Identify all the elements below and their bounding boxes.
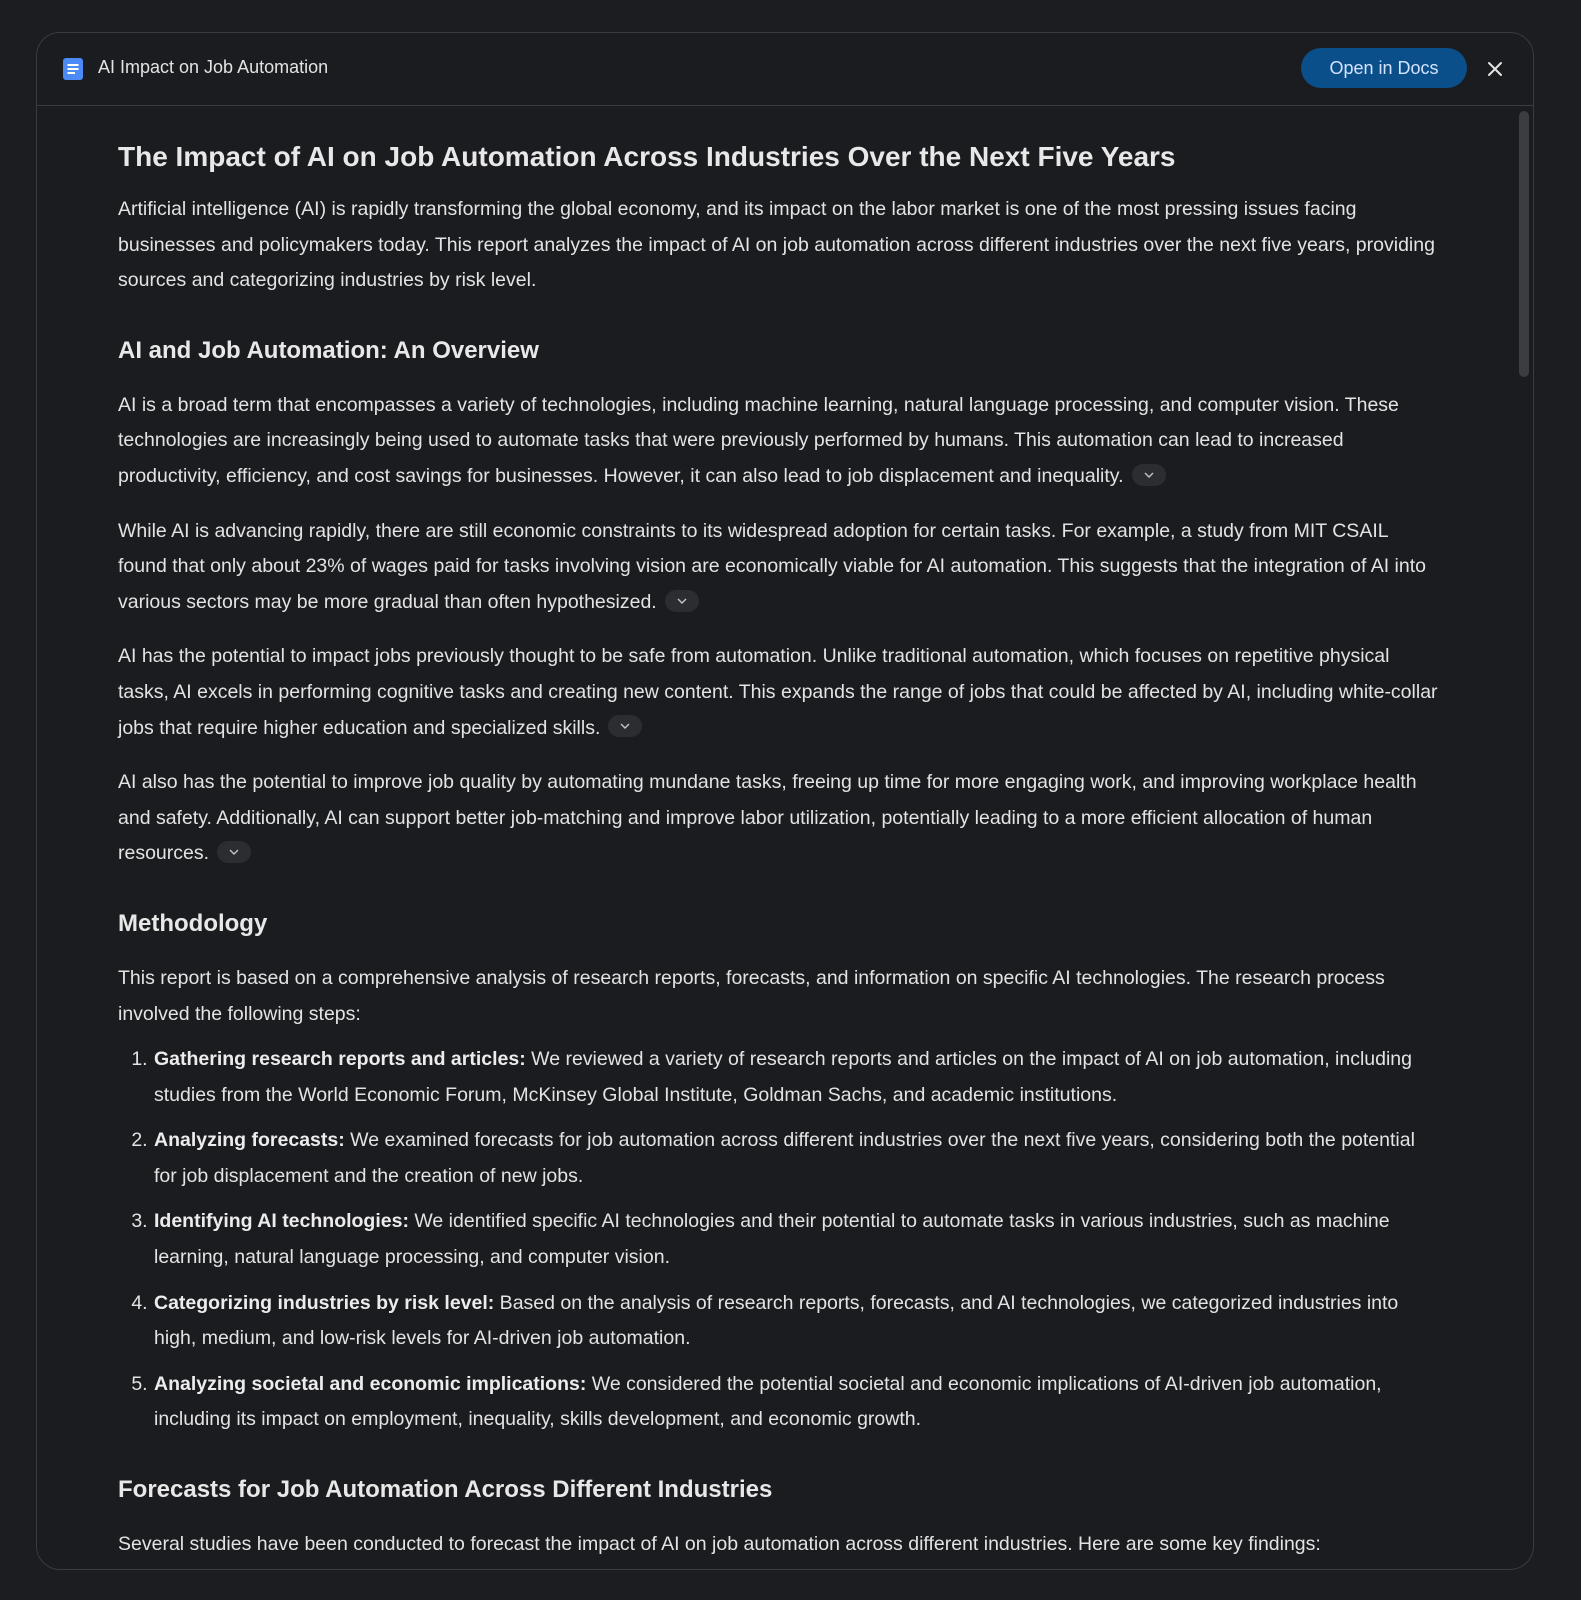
chevron-down-icon [677, 598, 687, 604]
methodology-intro: This report is based on a comprehensive analysis of research reports, forecasts, and information on specific AI technologies. The research process involved the following steps: [118, 966, 1385, 1025]
document-content [118, 137, 1438, 1563]
list-item: 3. Identifying AI technologies: We identified specific AI technologies and their potential to automate tasks in various industries, such as machine learning, natural language processing, and computer vision. [153, 1204, 1438, 1275]
google-docs-icon [63, 58, 83, 80]
intro-paragraph: Artificial intelligence (AI) is rapidly transforming the global economy, and its impact on the labor market is one of the most pressing issues facing businesses and policymakers today. This report analyzes the impact of AI on job automation across different industries over the next five years, providing sources and categorizing industries by risk level. [118, 198, 1435, 292]
chevron-down-icon [229, 849, 239, 855]
document-name: AI Impact on Job Automation [98, 57, 329, 77]
source-chip[interactable] [608, 715, 642, 737]
open-in-docs-button[interactable]: Open in Docs [1301, 48, 1467, 88]
preview-header [37, 33, 1533, 106]
list-item: 5. Analyzing societal and economic implications: We considered the potential societal and economic implications of AI-driven job automation, including its impact on employment, inequality, skills development, and economic growth. [153, 1367, 1438, 1438]
source-chip[interactable] [665, 590, 699, 612]
overview-paragraph-3: AI has the potential to impact jobs previously thought to be safe from automation. Unlike traditional automation, which focuses on repetitive physical tasks, AI excels in performing cognitive tasks and creating new content. This expands the range of jobs that could be affected by AI, including white-collar jobs that require higher education and specialized skills. [118, 645, 1438, 739]
document-title: The Impact of AI on Job Automation Across Industries Over the Next Five Years [118, 141, 1176, 172]
document-preview-panel [36, 32, 1534, 1570]
forecasts-intro: Several studies have been conducted to forecast the impact of AI on job automation across different industries. Here are some key findings: [118, 1533, 1321, 1556]
scrollbar-thumb[interactable] [1519, 111, 1529, 377]
chevron-down-icon [620, 723, 630, 729]
chevron-down-icon [1144, 472, 1154, 478]
list-item: 1. Gathering research reports and articles: We reviewed a variety of research reports and articles on the impact of AI on job automation, including studies from the World Economic Forum, McKinsey Global Institute, Goldman Sachs, and academic institutions. [153, 1042, 1438, 1113]
methodology-heading: Methodology [118, 909, 268, 937]
overview-heading: AI and Job Automation: An Overview [118, 336, 539, 364]
list-item: 4. Categorizing industries by risk level: Based on the analysis of research reports, forecasts, and AI technologies, we categorized industries into high, medium, and low-risk levels for AI-driven job automation. [153, 1286, 1438, 1357]
methodology-steps [118, 1042, 1438, 1438]
overview-paragraph-1: AI is a broad term that encompasses a variety of technologies, including machine learning, natural language processing, and computer vision. These technologies are increasingly being used to automate tasks that were previously performed by humans. This automation can lead to increased productivity, efficiency, and cost savings for businesses. However, it can also lead to job displacement and inequality. [118, 393, 1399, 487]
list-item: 2. Analyzing forecasts: We examined forecasts for job automation across different industries over the next five years, considering both the potential for job displacement and the creation of new jobs. [153, 1123, 1438, 1194]
overview-paragraph-2: While AI is advancing rapidly, there are still economic constraints to its widespread adoption for certain tasks. For example, a study from MIT CSAIL found that only about 23% of wages paid for tasks involving vision are economically viable for AI automation. This suggests that the integration of AI into various sectors may be more gradual than often hypothesized. [118, 519, 1426, 613]
overview-paragraph-4: AI also has the potential to improve job quality by automating mundane tasks, freeing up time for more engaging work, and improving workplace health and safety. Additionally, AI can support better job-matching and improve labor utilization, potentially leading to a more efficient allocation of human resources. [118, 771, 1417, 865]
source-chip[interactable] [1132, 464, 1166, 486]
forecasts-heading: Forecasts for Job Automation Across Different Industries [118, 1476, 773, 1504]
close-icon [1487, 61, 1503, 77]
close-button[interactable] [1483, 57, 1507, 81]
source-chip[interactable] [217, 841, 251, 863]
